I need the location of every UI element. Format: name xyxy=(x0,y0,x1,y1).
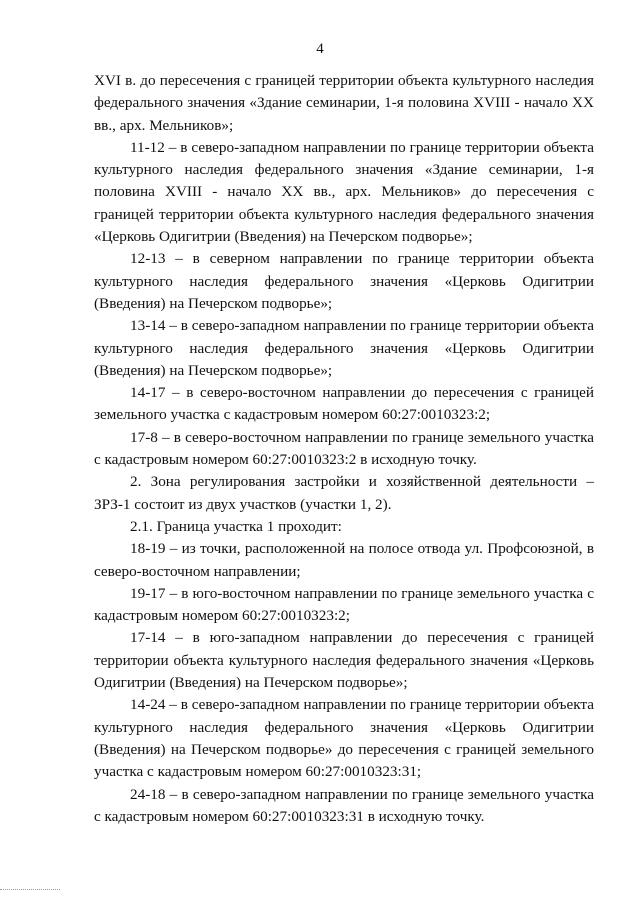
paragraph-segment-17-14: 17-14 – в юго-западном направлении до пересечения с границей территории объекта культурного наследия федерального значения «Церковь Одигитрии (Введения) на Печерском подворье»; xyxy=(94,629,594,692)
paragraph-segment-13-14: 13-14 – в северо-западном направлении по границе территории объекта культурного наследия федерального значения «Церковь Одигитрии (Введения) на Печерском подворье»; xyxy=(94,317,594,379)
scan-edge-divider xyxy=(0,889,60,891)
paragraph-section-2-1: 2.1. Граница участка 1 проходит: xyxy=(130,517,342,535)
paragraph-segment-19-17: 19-17 – в юго-восточном направлении по границе земельного участка с кадастровым номером 60:27:0010323:2; xyxy=(94,584,594,625)
paragraph-segment-14-24: 14-24 – в северо-западном направлении по границе территории объекта культурного наследия федерального значения «Церковь Одигитрии (Введения) на Печерском подворье» до пересечения с границей земельного участка с кадастровым номером 60:27:0010323:31; xyxy=(94,696,594,781)
paragraph-segment-18-19: 18-19 – из точки, расположенной на полосе отвода ул. Профсоюзной, в северо-восточном направлении; xyxy=(94,540,594,580)
paragraph-segment-24-18: 24-18 – в северо-западном направлении по границе земельного участка с кадастровым номером 60:27:0010323:31 в исходную точку. xyxy=(94,785,594,825)
document-body xyxy=(94,70,594,828)
paragraph-segment-12-13: 12-13 – в северном направлении по границе территории объекта культурного наследия федерального значения «Церковь Одигитрии (Введения) на Печерском подворье»; xyxy=(94,250,594,312)
paragraph-section-2: 2. Зона регулирования застройки и хозяйственной деятельности – ЗРЗ-1 состоит из двух участков (участки 1, 2). xyxy=(94,473,594,513)
paragraph-continuation: XVI в. до пересечения с границей территории объекта культурного наследия федерального значения «Здание семинарии, 1-я половина XVIII - начало XX вв., арх. Мельников»; xyxy=(94,72,594,134)
paragraph-segment-17-8: 17-8 – в северо-восточном направлении по границе земельного участка с кадастровым номером 60:27:0010323:2 в исходную точку. xyxy=(94,428,594,469)
page-number: 4 xyxy=(316,41,324,57)
paragraph-segment-11-12: 11-12 – в северо-западном направлении по границе территории объекта культурного наследия федерального значения «Здание семинарии, 1-я половина XVIII - начало XX вв., арх. Мельников» до пересечения с границей территории объекта культурного наследия федерального значения «Церковь Одигитрии (Введения) на Печерском подворье»; xyxy=(94,138,594,246)
paragraph-segment-14-17: 14-17 – в северо-восточном направлении до пересечения с границей земельного участка с кадастровым номером 60:27:0010323:2; xyxy=(94,384,594,424)
